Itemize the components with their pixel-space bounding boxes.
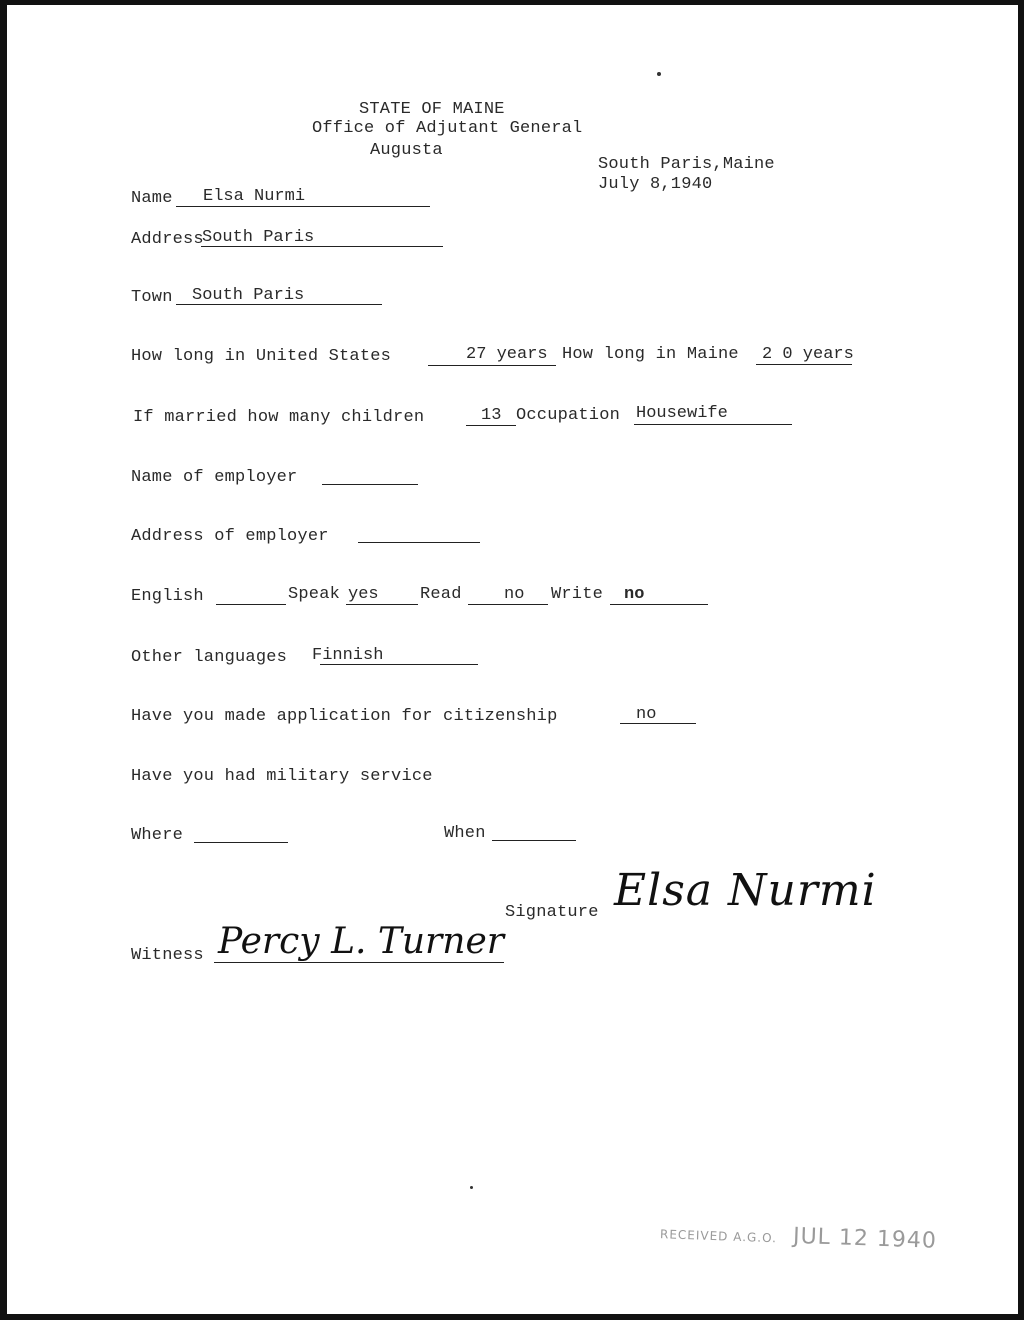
other-languages-underline [320,664,478,665]
header-office: Office of Adjutant General [312,119,583,138]
occupation-value: Housewife [636,404,728,423]
name-underline [176,206,430,207]
scan-border-left [0,0,7,1320]
speck-mark [657,72,661,76]
signature-handwriting: Elsa Nurmi [614,865,877,916]
other-languages-label: Other languages [131,648,288,667]
where-label: Where [131,826,184,845]
maine-years-label: How long in Maine [562,345,739,364]
name-value: Elsa Nurmi [203,187,306,206]
received-stamp-text: RECEIVED A.G.O. [659,1227,778,1246]
received-stamp-date: JUL 12 1940 [792,1223,938,1254]
employer-name-underline [322,484,418,485]
read-label: Read [420,585,462,604]
read-underline [468,604,548,605]
place-text: South Paris,Maine [598,155,775,174]
maine-years-underline [756,364,852,365]
us-years-label: How long in United States [131,347,392,366]
name-label: Name [131,189,173,208]
header-city: Augusta [370,141,443,160]
signature-label: Signature [505,903,599,922]
occupation-underline [634,424,792,425]
date-text: July 8,1940 [598,175,713,194]
employer-name-label: Name of employer [131,468,298,487]
occupation-label: Occupation [516,406,621,425]
english-underline [216,604,286,605]
speck-mark [470,1186,473,1189]
witness-handwriting: Percy L. Turner [218,921,504,962]
english-label: English [131,587,204,606]
town-underline [176,304,382,305]
scan-border-bottom [0,1314,1024,1320]
received-stamp [660,1219,938,1254]
witness-underline [214,962,504,963]
military-label: Have you had military service [131,767,433,786]
write-underline [610,604,708,605]
us-years-value: 27 years [466,345,548,364]
employer-address-underline [358,542,480,543]
when-label: When [444,824,486,843]
write-label: Write [551,585,604,604]
where-underline [194,842,288,843]
town-label: Town [131,288,173,307]
other-languages-value: Finnish [312,646,384,665]
when-underline [492,840,576,841]
maine-years-value: 2 0 years [762,345,854,364]
citizenship-value: no [636,705,657,724]
scan-border-top [0,0,1024,5]
address-value: South Paris [202,228,315,247]
citizenship-label: Have you made application for citizenship [131,707,558,726]
speak-underline [346,604,418,605]
witness-label: Witness [131,946,204,965]
children-label: If married how many children [133,408,425,427]
read-value: no [504,585,525,604]
citizenship-underline [620,723,696,724]
town-value: South Paris [192,286,305,305]
address-label: Address [131,230,204,249]
children-value: 13 [481,406,502,425]
speak-value: yes [348,585,379,604]
us-years-underline [428,365,556,366]
speak-label: Speak [288,585,341,604]
children-underline [466,425,516,426]
address-underline [201,246,443,247]
employer-address-label: Address of employer [131,527,329,546]
write-value: no [624,585,645,604]
scan-border-right [1018,0,1024,1320]
header-state: STATE OF MAINE [359,100,505,119]
